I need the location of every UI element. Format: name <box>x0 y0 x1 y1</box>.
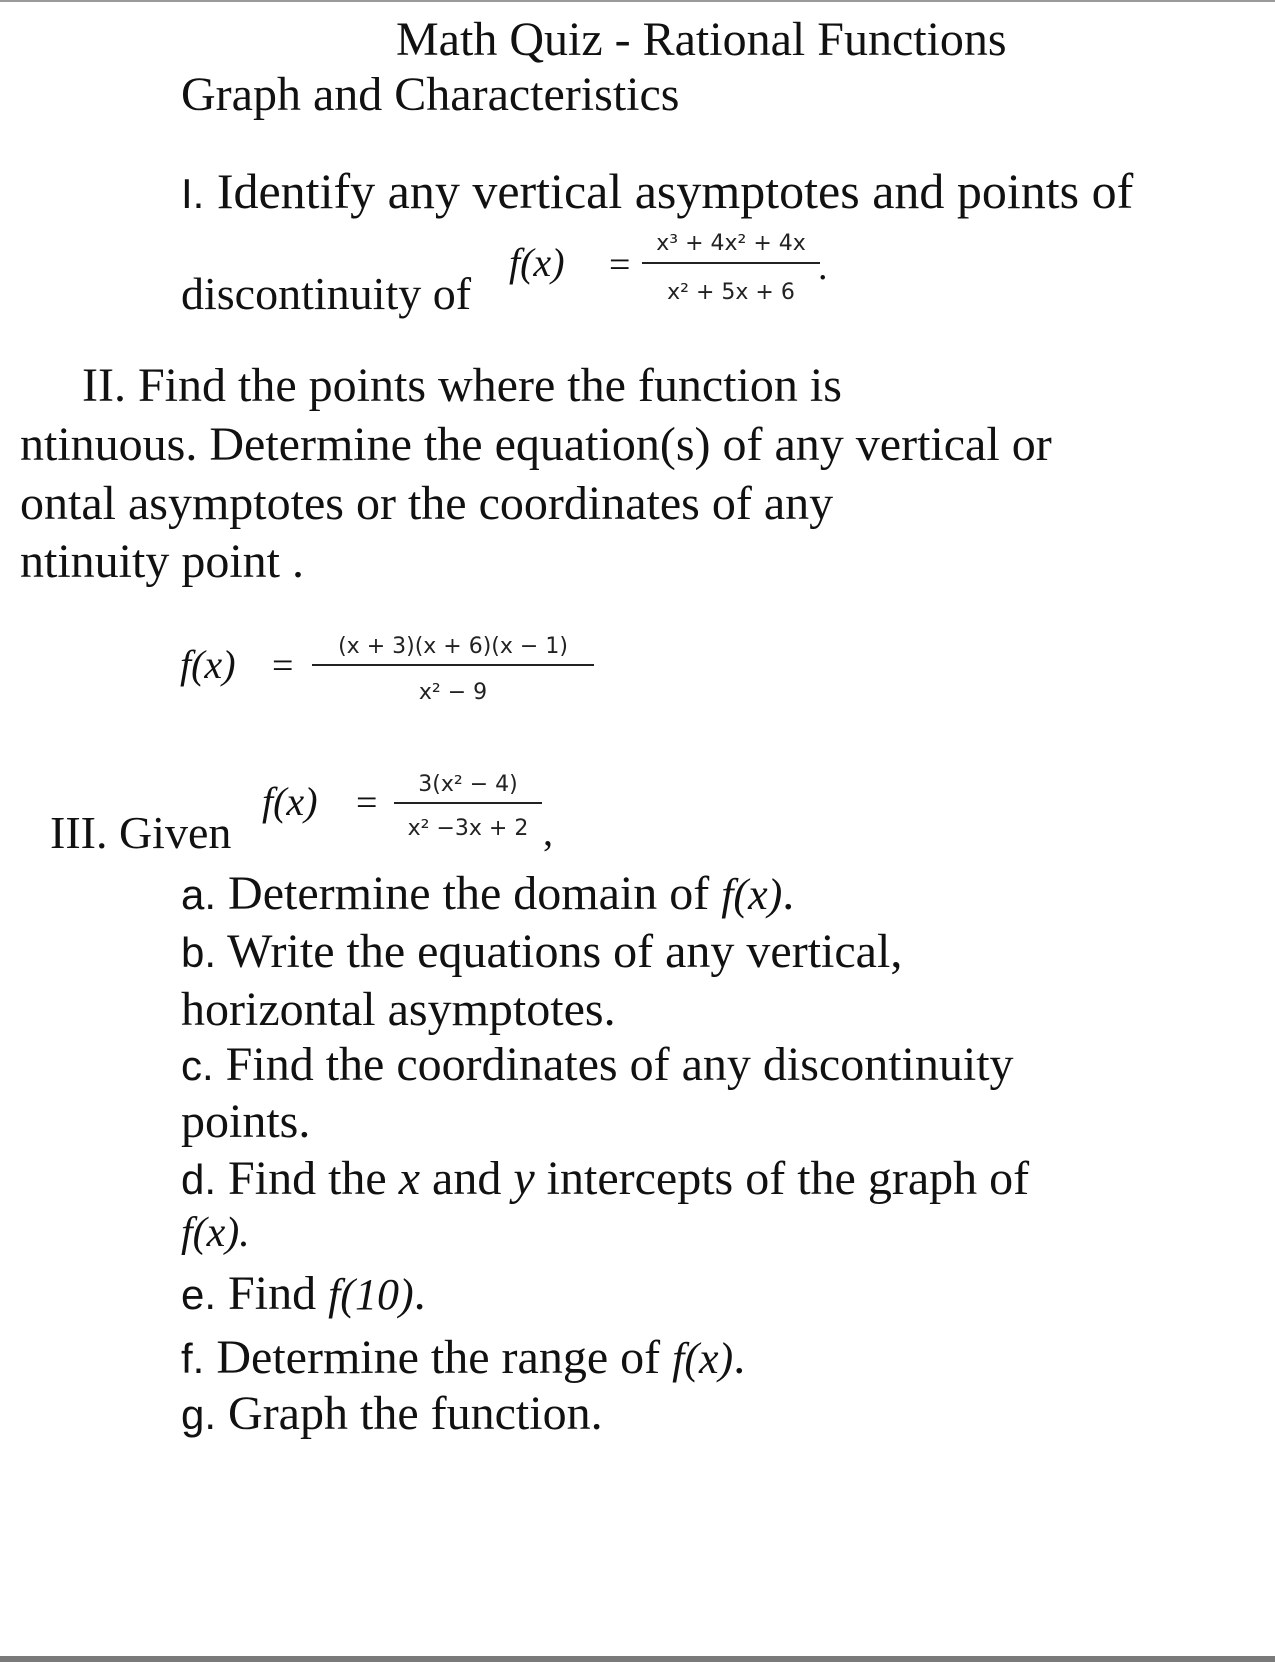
q1-period: . <box>818 246 828 288</box>
q3-comma: , <box>543 809 553 854</box>
q2-line-4: ntinuity point . <box>20 535 305 588</box>
page-subtitle: Graph and Characteristics <box>181 68 680 121</box>
q3-part-a <box>181 867 795 920</box>
part-f-text: Determine the range of <box>216 1331 661 1384</box>
part-e-end: . <box>413 1267 426 1320</box>
part-a-end: . <box>782 867 795 920</box>
part-e-label: e. <box>181 1271 217 1318</box>
q1-equals: = <box>609 244 631 286</box>
q1-function-name: f(x) <box>509 240 565 285</box>
q2-denominator: x² − 9 <box>418 680 488 705</box>
part-g-label: g. <box>181 1391 217 1438</box>
part-b-text-2: horizontal asymptotes. <box>181 983 616 1036</box>
part-d-x: x <box>398 1152 421 1205</box>
part-d-label: d. <box>181 1156 217 1203</box>
q2-equals: = <box>272 645 294 687</box>
part-d-text-1b: intercepts of the graph of <box>546 1152 1030 1205</box>
q1-line-1 <box>181 163 1134 219</box>
part-f-end: . <box>733 1331 746 1384</box>
part-a-text: Determine the domain of <box>228 867 710 920</box>
q1-numerator: x³ + 4x² + 4x <box>656 231 806 256</box>
bottom-border <box>0 1656 1275 1662</box>
part-c-text-1: Find the coordinates of any discontinuity <box>225 1038 1014 1091</box>
part-a-label: a. <box>181 871 217 918</box>
q3-part-b-line-1 <box>181 925 903 978</box>
q3-part-d-line-1 <box>181 1152 1030 1205</box>
part-b-label: b. <box>181 929 217 976</box>
q3-numerator: 3(x² − 4) <box>418 772 518 797</box>
q1-text-b: discontinuity of <box>181 268 472 319</box>
part-a-fx: f(x) <box>721 870 783 919</box>
q2-line-3: ontal asymptotes or the coordinates of any <box>20 477 834 530</box>
part-d-text-1a: Find the <box>228 1152 387 1205</box>
q1-label: I. <box>181 170 205 217</box>
q3-part-e <box>181 1267 426 1320</box>
top-border <box>0 0 1275 2</box>
q2-function-name: f(x) <box>180 642 236 687</box>
part-g-text: Graph the function. <box>228 1387 603 1440</box>
part-b-text-1: Write the equations of any vertical, <box>227 925 903 978</box>
part-c-label: c. <box>181 1042 214 1089</box>
q3-part-g <box>181 1387 603 1440</box>
part-f-fx: f(x) <box>672 1334 734 1383</box>
q2-line-2: ntinuous. Determine the equation(s) of any vertical or <box>20 418 1052 471</box>
q1-fraction-bar <box>642 262 820 264</box>
part-e-text: Find <box>228 1267 317 1320</box>
q2-fraction-bar <box>312 664 594 666</box>
q2-fraction <box>312 628 594 708</box>
q2-numerator: (x + 3)(x + 6)(x − 1) <box>338 634 568 659</box>
q3-given: III. Given <box>50 807 232 858</box>
part-d-text-2: f(x). <box>181 1210 250 1256</box>
q2-line-1: II. Find the points where the function is <box>82 359 842 412</box>
q1-denominator: x² + 5x + 6 <box>667 280 795 305</box>
part-d-y: y <box>513 1152 535 1205</box>
q1-fraction <box>642 225 820 305</box>
q1-text-a: Identify any vertical asymptotes and points of <box>216 163 1134 219</box>
page-title: Math Quiz - Rational Functions <box>396 13 1007 66</box>
q3-equals: = <box>356 782 378 824</box>
q3-fraction-bar <box>394 802 542 804</box>
q3-denominator: x² −3x + 2 <box>407 816 529 841</box>
q3-part-f <box>181 1331 746 1384</box>
q3-fraction <box>394 764 542 844</box>
q3-part-c-line-1 <box>181 1038 1014 1091</box>
part-c-text-2: points. <box>181 1095 311 1148</box>
part-f-label: f. <box>181 1335 205 1382</box>
q3-function-name: f(x) <box>262 779 318 824</box>
part-d-and: and <box>432 1152 502 1205</box>
part-e-fx: f(10) <box>328 1270 414 1319</box>
